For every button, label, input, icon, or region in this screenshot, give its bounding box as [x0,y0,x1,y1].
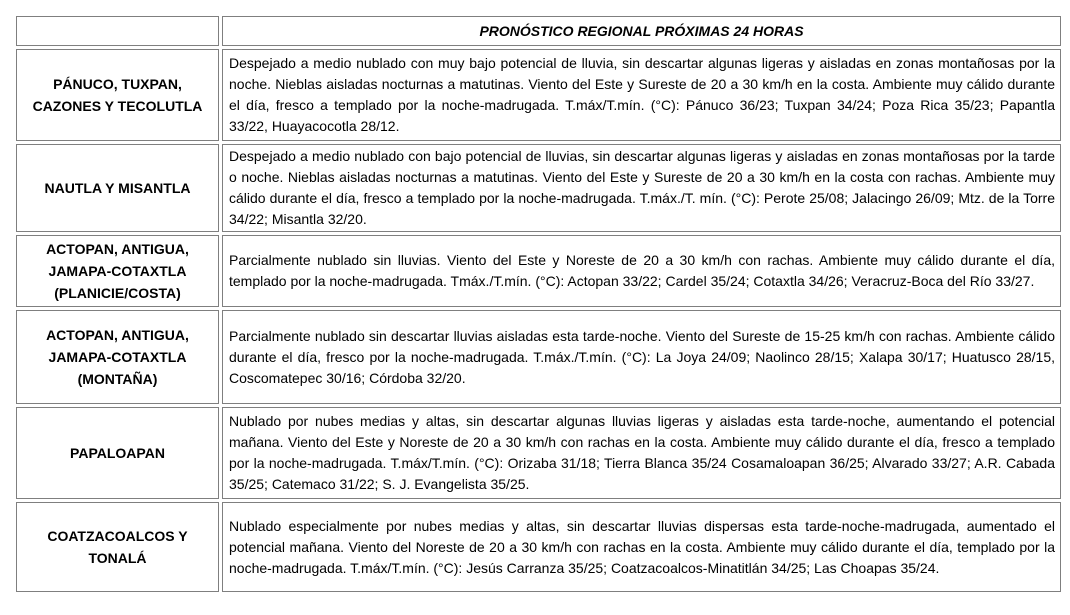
region-name: ACTOPAN, ANTIGUA, JAMAPA-COTAXTLA (MONTAÑA) [16,310,219,404]
forecast-table [13,13,1064,595]
forecast-text: Nublado por nubes medias y altas, sin descartar algunas lluvias ligeras y aisladas esta tarde-noche, aumentando el potencial mañana. Viento del Este y Noreste de 20 a 30 km/h con rachas en la costa. Ambiente muy cálido durante el día, fresco a templado por la noche-madrugada. T.máx/T.mín. (°C): Orizaba 31/18; Tierra Blanca 35/24 Cosamaloapan 36/25; Alvarado 33/27; A.R. Cabada 35/25; Catemaco 31/22; S. J. Evangelista 35/25. [222,407,1061,499]
header-blank-cell [16,16,219,46]
forecast-text: Nublado especialmente por nubes medias y altas, sin descartar lluvias dispersas esta tarde-noche-madrugada, aumentado el potencial mañana. Viento del Noreste de 20 a 30 km/h con rachas en la costa. Ambiente muy cálido durante el día, templado por la noche-madrugada. T.máx/T.mín. (°C): Jesús Carranza 35/25; Coatzacoalcos-Minatitlán 34/25; Las Choapas 35/24. [222,502,1061,592]
forecast-table-container [13,13,1064,595]
forecast-text: Parcialmente nublado sin lluvias. Viento del Este y Noreste de 20 a 30 km/h con rachas. Ambiente muy cálido durante el día, templado por la noche-madrugada. Tmáx./T.mín. (°C): Actopan 33/22; Cardel 35/24; Cotaxtla 34/26; Veracruz-Boca del Río 33/27. [222,235,1061,307]
table-row [16,49,1061,141]
table-row [16,235,1061,307]
table-row [16,144,1061,232]
region-name: COATZACOALCOS Y TONALÁ [16,502,219,592]
region-name: ACTOPAN, ANTIGUA, JAMAPA-COTAXTLA (PLANICIE/COSTA) [16,235,219,307]
table-row [16,310,1061,404]
table-header-row [16,16,1061,46]
forecast-text: Despejado a medio nublado con bajo potencial de lluvias, sin descartar algunas ligeras y aisladas en zonas montañosas por la tarde o noche. Nieblas aisladas nocturnas a matutinas. Viento del Este y Sureste de 20 a 30 km/h en la costa con rachas. Ambiente muy cálido durante el día, fresco a templado por la noche-madrugada. T.máx./T. mín. (°C): Perote 25/08; Jalacingo 26/09; Mtz. de la Torre 34/22; Misantla 32/20. [222,144,1061,232]
forecast-text: Despejado a medio nublado con muy bajo potencial de lluvia, sin descartar algunas ligeras y aisladas en zonas montañosas por la noche. Nieblas aisladas nocturnas a matutinas. Viento del Este y Sureste de 20 a 30 km/h en la costa. Ambiente muy cálido durante el día, fresco a templado por la noche-madrugada. T.máx/T.mín. (°C): Pánuco 36/23; Tuxpan 34/24; Poza Rica 35/23; Papantla 33/22, Huayacocotla 28/12. [222,49,1061,141]
forecast-text: Parcialmente nublado sin descartar lluvias aisladas esta tarde-noche. Viento del Sureste de 15-25 km/h con rachas. Ambiente cálido durante el día, fresco por la noche-madrugada. T.máx./T.mín. (°C): La Joya 24/09; Naolinco 28/15; Xalapa 30/17; Huatusco 28/15, Coscomatepec 30/16; Córdoba 32/20. [222,310,1061,404]
table-title: PRONÓSTICO REGIONAL PRÓXIMAS 24 HORAS [222,16,1061,46]
region-name: PÁNUCO, TUXPAN, CAZONES Y TECOLUTLA [16,49,219,141]
region-name: PAPALOAPAN [16,407,219,499]
table-row [16,502,1061,592]
region-name: NAUTLA Y MISANTLA [16,144,219,232]
table-row [16,407,1061,499]
